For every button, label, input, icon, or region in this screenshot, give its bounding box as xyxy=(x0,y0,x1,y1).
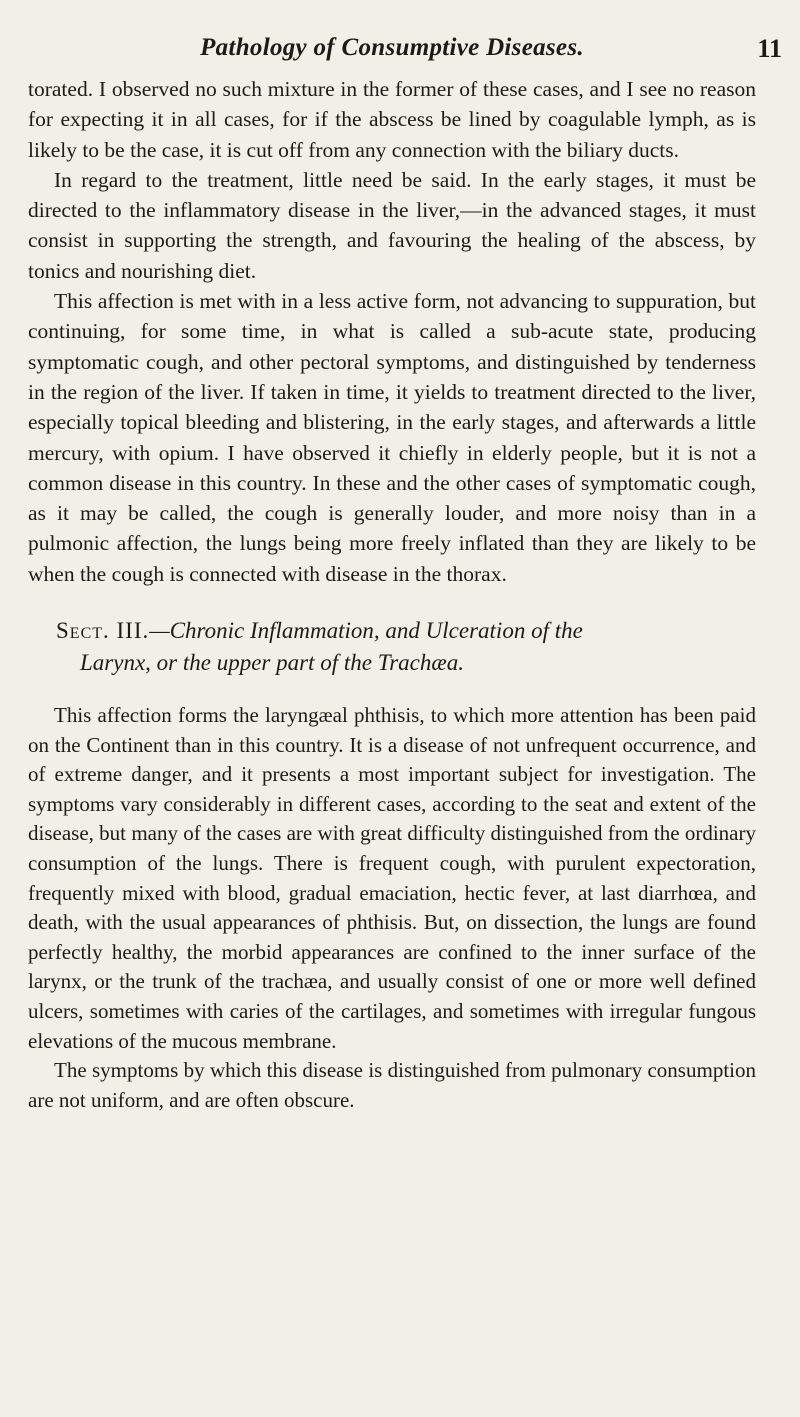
body-text-top xyxy=(28,74,756,589)
section-title-line-1: —Chronic Inflammation, and Ulceration of the xyxy=(149,618,583,644)
paragraph: The symptoms by which this disease is distinguished from pulmonary consumption are not uniform, and are often obscure. xyxy=(28,1058,756,1112)
page-number: 11 xyxy=(757,34,782,63)
running-head xyxy=(28,20,782,63)
section-title-line-2: Larynx, or the upper part of the Trachæa. xyxy=(80,650,464,676)
section-label: Sect. III. xyxy=(56,618,150,644)
paragraph: In regard to the treatment, little need be said. In the early stages, it must be directed to the inflammatory disease in the liver,—in the advanced stages, it must consist in supporting the strength, and favouring the healing of the abscess, by tonics and nourishing diet. xyxy=(28,167,756,283)
paragraph: torated. I observed no such mixture in the former of these cases, and I see no reason for expecting it in all cases, for if the abscess be lined by coagulable lymph, as is likely to be the case, it is cut off from any connection with the biliary ducts. xyxy=(28,77,756,162)
section-heading xyxy=(28,615,756,679)
body-text-bottom xyxy=(28,701,756,1115)
paragraph: This affection is met with in a less active form, not advancing to suppuration, but continuing, for some time, in what is called a sub-acute state, producing symptomatic cough, and other pectoral symptoms, and distinguished by tenderness in the region of the liver. If taken in time, it yields to treatment directed to the liver, especially topical bleeding and blistering, in the early stages, and afterwards a little mercury, with opium. I have observed it chiefly in elderly people, but it is not a common disease in this country. In these and the other cases of symptomatic cough, as it may be called, the cough is generally louder, and more noisy than in a pulmonic affection, the lungs being more freely inflated than they are likely to be when the cough is connected with disease in the thorax. xyxy=(28,289,756,586)
paragraph: This affection forms the laryngæal phthisis, to which more attention has been paid on the Continent than in this country. It is a disease of not unfrequent occurrence, and of extreme danger, and it presents a most important subject for investigation. The symptoms vary considerably in different cases, according to the seat and extent of the disease, but many of the cases are with great difficulty distinguished from the ordinary consumption of the lungs. There is frequent cough, with purulent expectoration, frequently mixed with blood, gradual emaciation, hectic fever, at last diarrhœa, and death, with the usual appearances of phthisis. But, on dissection, the lungs are found perfectly healthy, the morbid appearances are confined to the inner surface of the larynx, or the trunk of the trachæa, and usually consist of one or more well defined ulcers, sometimes with caries of the cartilages, and sometimes with irregular fungous elevations of the mucous membrane. xyxy=(28,703,756,1053)
running-title: Pathology of Consumptive Diseases. xyxy=(200,34,584,61)
